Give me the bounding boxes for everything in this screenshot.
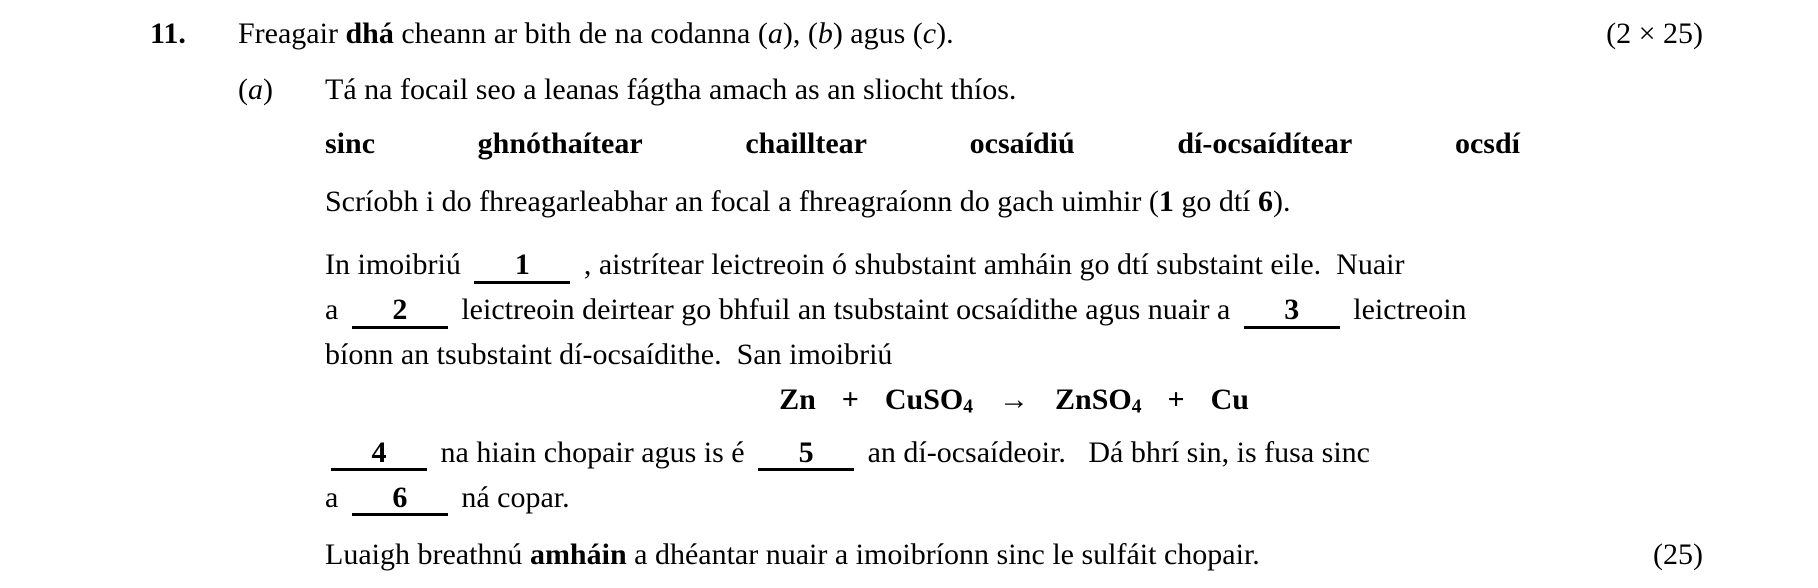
- formula-text: ZnSO: [1055, 383, 1132, 416]
- instr-seg: go dtí: [1173, 185, 1258, 218]
- cloze-text: an dí-ocsaídeoir. Dá bhrí sin, is fusa sinc: [867, 435, 1370, 469]
- word-bank-item: ocsaídiú: [969, 127, 1075, 160]
- part-letter-b: b: [817, 17, 833, 50]
- part-a-letter: a: [248, 73, 263, 106]
- cloze-paragraph: [0, 242, 1818, 520]
- question-header-text: [238, 14, 1606, 54]
- part-a-label: [238, 70, 325, 110]
- equation-plus: +: [841, 383, 859, 416]
- formula-text: Cu: [1210, 383, 1249, 416]
- equation-reactant-cuso4: [885, 383, 973, 416]
- cloze-line-3: bíonn an tsubstaint dí-ocsaídithe. San imoibriú: [325, 338, 893, 371]
- blank-4: 4: [331, 437, 427, 472]
- part-a-intro-row: [0, 70, 1818, 110]
- cloze-text: , aistrítear leictreoin ó shubstaint amháin go dtí substaint eile. Nuair: [583, 248, 1405, 281]
- header-seg: Freagair: [238, 17, 346, 50]
- cloze-text: a: [325, 293, 339, 326]
- cloze-text: na hiain chopair agus is é: [440, 435, 745, 469]
- equation-product-znso4: [1055, 383, 1141, 416]
- equation-plus: +: [1167, 383, 1185, 416]
- cloze-text: a: [325, 480, 339, 514]
- header-seg-bold: dhá: [345, 17, 394, 50]
- part-marks: (25): [1653, 537, 1703, 571]
- blank-6: 6: [352, 482, 448, 517]
- word-bank: [325, 124, 1520, 164]
- final-seg-bold: amháin: [529, 537, 627, 571]
- equation-product-cu: [1211, 383, 1249, 416]
- reaction-arrow: →: [999, 383, 1029, 416]
- header-seg: cheann ar bith de na codanna (: [393, 17, 768, 50]
- formula-subscript: 4: [1131, 396, 1142, 418]
- cloze-text: In imoibriú: [325, 248, 461, 281]
- blank-1: 1: [474, 249, 570, 284]
- cloze-text: leictreoin: [1353, 293, 1467, 326]
- instr-seg: ).: [1272, 185, 1291, 218]
- header-seg: ).: [936, 17, 954, 50]
- question-marks: (2 × 25): [1606, 17, 1703, 50]
- final-seg: Luaigh breathnú: [325, 537, 530, 571]
- cloze-line-1: [325, 242, 1703, 287]
- blank-5: 5: [758, 437, 854, 472]
- final-instruction-text: [325, 532, 1260, 577]
- instr-seg: Scríobh i do fhreagarleabhar an focal a fhreagraíonn do gach uimhir (: [325, 185, 1159, 218]
- instr-number-6: 6: [1257, 185, 1273, 218]
- word-bank-item: ocsdí: [1454, 127, 1520, 160]
- cloze-text: leictreoin deirtear go bhfuil an tsubstaint ocsaídithe agus nuair a: [461, 293, 1231, 326]
- final-instruction-row: [0, 532, 1818, 577]
- part-letter-a: a: [767, 17, 783, 50]
- chemical-equation: [325, 377, 1703, 430]
- blank-2: 2: [352, 294, 448, 329]
- paren: ): [263, 73, 273, 106]
- formula-text: Zn: [779, 383, 816, 416]
- question-header: [0, 0, 1818, 54]
- word-bank-item: ghnóthaítear: [477, 127, 643, 160]
- cloze-line-5: [325, 475, 1703, 520]
- blank-3: 3: [1244, 294, 1340, 329]
- instr-number-1: 1: [1158, 185, 1174, 218]
- paren: (: [238, 73, 248, 106]
- question-number: 11.: [150, 17, 186, 50]
- cloze-text: ná copar.: [461, 480, 570, 514]
- formula-subscript: 4: [963, 396, 973, 418]
- word-bank-item: sinc: [325, 127, 376, 160]
- part-a-intro-text: Tá na focail seo a leanas fágtha amach as an sliocht thíos.: [325, 73, 1017, 106]
- header-seg: ) agus (: [832, 17, 923, 50]
- cloze-line-2: [325, 287, 1703, 332]
- cloze-line-4: [325, 430, 1703, 475]
- final-seg: a dhéantar nuair a imoibríonn sinc le sulfáit chopair.: [626, 537, 1260, 571]
- word-bank-item: chailltear: [745, 127, 867, 160]
- word-bank-item: dí-ocsaídítear: [1177, 127, 1353, 160]
- instruction-line: [0, 182, 1818, 222]
- formula-text: CuSO: [884, 383, 964, 416]
- equation-reactant-zn: [779, 383, 816, 416]
- header-seg: ), (: [782, 17, 818, 50]
- part-letter-c: c: [922, 17, 937, 50]
